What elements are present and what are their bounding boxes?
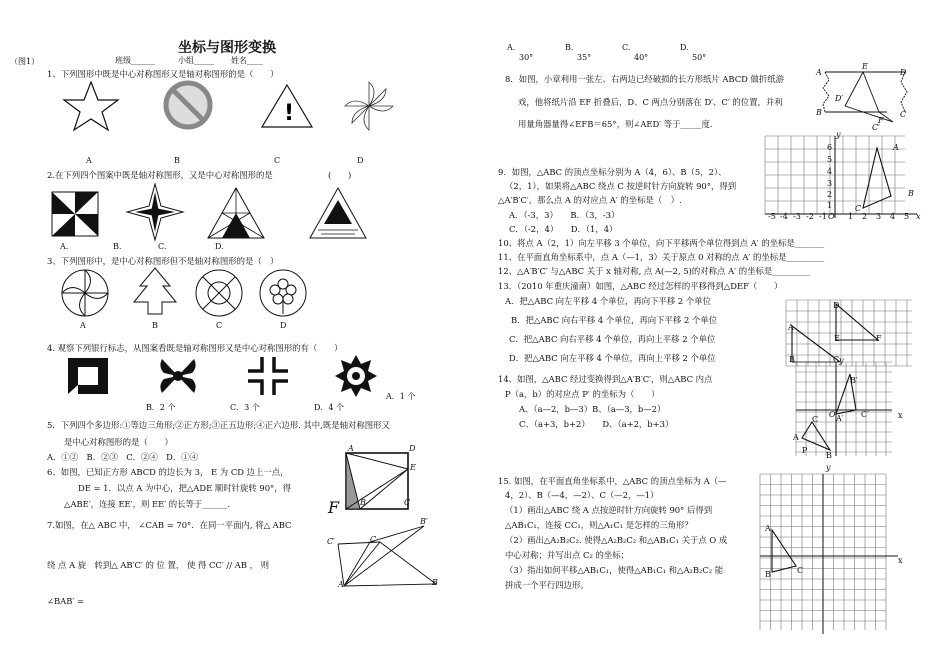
q8-label-dprime: D′ — [835, 94, 844, 103]
q1-text: 1、下列图形中既是中心对称图形又是轴对称图形的是（ ） — [47, 69, 279, 79]
q5-line1: 5．下列四个多边形:①等边三角形;②正方形;③正五边形;④正六边形. 其中,既是轴对称图形又 — [47, 420, 390, 430]
q14-line3: A、（a—2，b—3）B、（a—3，b—2） — [519, 404, 666, 414]
q9-point-a: A — [893, 143, 899, 152]
q14-origin: O — [829, 410, 836, 419]
q1-label-a: A — [86, 156, 92, 165]
q2-label-c: C. — [158, 242, 167, 251]
q13-option-b: B．把△ABC 向右平移 4 个单位，再向下平移 2 个单位 — [511, 315, 718, 325]
q3-label-c: C — [216, 321, 223, 330]
q13-label-e: E — [834, 334, 840, 343]
q15-label-c: C — [797, 566, 804, 575]
r-top-val-c: 40° — [634, 53, 649, 62]
q12-text: 12、△A′B′C′ 与△ABC 关于 x 轴对称, 点 A(—2, 5)的对称点 A′ 的坐标是_________ — [498, 266, 810, 276]
q14-line1: 14、如图，△ABC 经过变换得到△A′B′C′，则△ABC 内点 — [498, 374, 713, 384]
q15-label-b: B — [765, 570, 771, 579]
q15-line2: 4，2）、B（—4，—2）、C（—2，—1） — [505, 490, 659, 500]
q6-label-d: D — [409, 444, 416, 453]
q15-line7: （3）指出如何平移△AB₁C₁，使得△AB₁C₁ 和△A₂B₂C₂ 能 — [505, 565, 724, 575]
tree-figure — [130, 266, 180, 320]
q8-label-cprime: C′ — [872, 123, 880, 132]
q14-transform-grid — [796, 362, 900, 456]
q5-options: A．①② B．②③ C．②④ D．①④ — [47, 452, 198, 462]
q9-options-2: C．（-2，4） D．（1，4） — [509, 224, 618, 234]
q9-tick-5: 5 — [904, 212, 910, 221]
bank-logo-c — [246, 355, 290, 397]
svg-text:!: ! — [284, 101, 295, 126]
group-field: 小组_____ — [178, 56, 214, 65]
q9-tick-4: 4 — [890, 212, 896, 221]
q14-label-cprime: C′ — [861, 410, 869, 419]
pinwheel-shape — [342, 79, 397, 134]
q4-option-d: D．4 个 — [314, 403, 345, 412]
q6-label-e: E — [410, 463, 416, 472]
bank-logo-d — [334, 354, 378, 398]
q6-line1: 6、如图，已知正方形 ABCD 的边长为 3， E 为 CD 边上一点， — [47, 467, 289, 477]
q9-tick-m5: -5 — [768, 212, 776, 221]
q8-label-a: A — [816, 68, 822, 77]
warning-triangle — [260, 83, 315, 129]
q14-y-label: y — [839, 356, 844, 365]
q14-label-aprime: A′ — [836, 414, 844, 423]
q14-label-bprime: B′ — [850, 376, 858, 385]
q3-label-b: B — [152, 321, 158, 330]
q14-x-label: x — [898, 411, 903, 420]
q9-ytick-3: 3 — [827, 179, 833, 188]
r-top-opt-c: C. — [622, 43, 631, 52]
q8-label-b: B — [816, 108, 822, 117]
q8-label-c: C — [900, 110, 907, 119]
r-top-val-b: 35° — [577, 53, 592, 62]
q7-label-b: B — [432, 578, 438, 587]
q9-line2: （2，1），如果将△ABC 绕点 C 按逆时针方向旋转 90°，得到 — [505, 181, 737, 191]
star-pattern — [125, 182, 185, 244]
q8-label-d: D — [900, 68, 907, 77]
q7-line3: ∠BAB′ = — [47, 596, 84, 606]
bank-logo-b — [156, 355, 200, 397]
q9-ytick-6: 6 — [827, 143, 833, 152]
q13-label-c: C — [833, 355, 840, 364]
q6-label-b: B — [360, 498, 366, 507]
q6-line3: △ABE′，连接 EE′，则 EE′ 的长等于______． — [64, 499, 236, 509]
q9-point-c: C — [855, 204, 862, 213]
q2-label-b: B. — [113, 242, 122, 251]
q7-line2: 绕 点 A 旋 转到△ AB′C′ 的 位 置， 使 得 CC′ // AB ， 则 — [47, 560, 269, 570]
q9-line1: 9．如图，△ABC 的顶点坐标分别为 A（4，6）、B（5，2）、 — [498, 167, 727, 177]
q9-origin: O — [828, 212, 835, 221]
q8-label-f: F — [878, 116, 884, 125]
q4-option-c: C．3 个 — [230, 403, 260, 412]
q13-text: 13．（2010 年重庆潼南）如图，△ABC 经过怎样的平移得到△DEF（ ） — [498, 281, 783, 291]
q9-ytick-4: 4 — [827, 167, 833, 176]
q13-label-f: F — [876, 334, 882, 343]
q15-line1: 15. 如图，在平面直角坐标系中，△ABC 的顶点坐标为 A（— — [498, 476, 727, 486]
triangle-pattern-d — [308, 186, 368, 240]
q2-text: 2.在下列四个图案中既是轴对称图形，又是中心对称图形的是 — [47, 170, 273, 180]
q13-label-b: B — [789, 355, 795, 364]
triangle-pattern-c — [206, 186, 266, 240]
q7-line1: 7.如图，在△ ABC 中， ∠CAB = 70°．在同一平面内, 将△ ABC — [47, 520, 292, 530]
q9-point-b: B — [908, 189, 914, 198]
page-title: 坐标与图形变换 — [178, 40, 276, 56]
circle-arcs-figure — [60, 268, 112, 320]
q9-line3: △A′B′C′，那么点 A 的对应点 A′ 的坐标是（ ）. — [498, 195, 682, 205]
name-field: 姓名____ — [231, 56, 263, 65]
q15-line5: （2）画出△A₂B₂C₂. 使得△A₂B₂C₂ 和△AB₁C₁ 关于点 O 成 — [505, 535, 728, 545]
bank-logo-a — [66, 356, 110, 396]
r-top-val-d: 50° — [692, 53, 707, 62]
q15-label-a: A — [765, 524, 771, 533]
q9-options-1: A．（-3，3） B．（3，-3） — [509, 210, 620, 220]
q13-option-d: D．把△ABC 向左平移 4 个单位，再向上平移 2 个单位 — [509, 353, 716, 363]
q9-tick-1: 1 — [848, 212, 854, 221]
q6-line2: DE = 1．以点 A 为中心，把△ADE 顺时针旋转 90°，得 — [78, 483, 291, 493]
q3-label-a: A — [80, 321, 86, 330]
q9-y-label: y — [836, 130, 841, 139]
q9-x-label: x — [916, 212, 921, 221]
star-shape — [62, 80, 122, 132]
class-field: 班级______ — [115, 56, 155, 65]
q8-line3: 用量角器量得∠EFB＝65°，则∠AED′ 等于_____度. — [518, 119, 713, 129]
q9-tick-m2: -2 — [806, 212, 814, 221]
q7-label-cprime: C′ — [327, 537, 335, 546]
q1-label-d: D — [357, 156, 364, 165]
q9-ytick-2: 2 — [827, 190, 833, 199]
q6-label-f: F — [328, 498, 340, 517]
circle-x-figure — [194, 268, 246, 320]
q4-text: 4. 观察下列银行标志，从图案看既是轴对称图形又是中心对称图形的有（ ） — [47, 343, 343, 353]
q15-y-label: y — [826, 463, 831, 472]
q14-label-p: P — [802, 446, 808, 455]
q15-line3: （1）画出△ABC 绕 A 点按逆时针方向旋转 90° 后得到 — [505, 505, 713, 515]
q15-line6: 中心对称；并写出点 C₂ 的坐标； — [505, 550, 629, 560]
q7-label-c: C — [370, 535, 377, 544]
q6-label-c: C — [404, 498, 411, 507]
q7-rotation-figure — [330, 520, 440, 592]
q2-label-a: A. — [60, 242, 69, 251]
q9-tick-m3: -3 — [793, 212, 801, 221]
pinwheel-pattern — [48, 188, 104, 240]
q15-line4: △AB₁C₁，连接 CC₁，则△A₁C₁ 是怎样的三角形？ — [505, 520, 693, 530]
q13-translation-grid — [786, 300, 918, 366]
r-top-val-a: 30° — [519, 53, 534, 62]
q4-option-a: A．1 个 — [386, 392, 416, 401]
q8-label-e: E — [862, 62, 868, 71]
q13-label-a: A — [788, 323, 794, 332]
q10-text: 10、将点 A（2，1）向左平移 3 个单位，向下平移两个单位得到点 A′ 的坐标是_______ — [498, 238, 825, 248]
q9-tick-m1: -1 — [819, 212, 827, 221]
q15-line8: 拼成一个平行四边形。 — [505, 580, 589, 590]
q9-tick-2: 2 — [862, 212, 868, 221]
r-top-opt-b: B. — [565, 43, 574, 52]
figure-note: （图1） — [10, 57, 40, 66]
q6-label-a: A — [348, 444, 354, 453]
q2-paren: ( ) — [328, 170, 352, 180]
q14-label-c: C — [812, 415, 819, 424]
q14-label-a: A — [793, 433, 799, 442]
q9-ytick-1: 1 — [827, 201, 833, 210]
q14-line4: C、（a+3，b+2） D、（a+2，b+3） — [519, 419, 674, 429]
q5-line2: 是中心对称图形的是（ ） — [64, 437, 173, 447]
q2-label-d: D. — [215, 242, 224, 251]
q9-tick-3: 3 — [876, 212, 882, 221]
r-top-opt-d: D. — [680, 43, 689, 52]
q14-label-b: B — [826, 451, 832, 460]
q11-text: 11、在平面直角坐标系中，点 A（—1，3）关于原点 0 对称的点 A′ 的坐标是_________ — [498, 252, 825, 262]
q6-square-figure — [338, 443, 428, 523]
q3-text: 3、下列图形中，是中心对称图形但不是轴对称图形的是（ ） — [47, 256, 279, 266]
q1-label-b: B — [174, 156, 180, 165]
q9-ytick-5: 5 — [827, 155, 833, 164]
q9-coordinate-grid — [765, 136, 925, 226]
flower-figure — [258, 268, 310, 320]
q1-label-c: C — [274, 156, 281, 165]
q15-x-label: x — [898, 556, 903, 565]
q13-label-d: D — [833, 301, 840, 310]
q13-option-c: C．把△ABC 向右平移 4 个单位，再向上平移 2 个单位 — [509, 334, 716, 344]
r-top-opt-a: A. — [507, 43, 516, 52]
q9-tick-m4: -4 — [780, 212, 788, 221]
q8-line2: 戏，他将纸片沿 EF 折叠后，D、C 两点分别落在 D′、C′ 的位置，并利 — [518, 97, 783, 107]
q7-label-a: A — [338, 580, 344, 589]
q15-coordinate-grid — [760, 474, 900, 634]
q4-option-b: B．2 个 — [146, 403, 176, 412]
q3-label-d: D — [280, 321, 287, 330]
no-entry-sign — [163, 80, 215, 132]
q8-line1: 8．如图，小章利用一张左、右两边已经破损的长方形纸片 ABCD 做折纸游 — [505, 74, 785, 84]
q7-label-bprime: B′ — [420, 517, 428, 526]
q13-option-a: A．把△ABC 向左平移 4 个单位，再向下平移 2 个单位 — [505, 296, 711, 306]
q14-line2: P（a，b）的对应点 P′ 的坐标为（ ） — [505, 389, 660, 399]
